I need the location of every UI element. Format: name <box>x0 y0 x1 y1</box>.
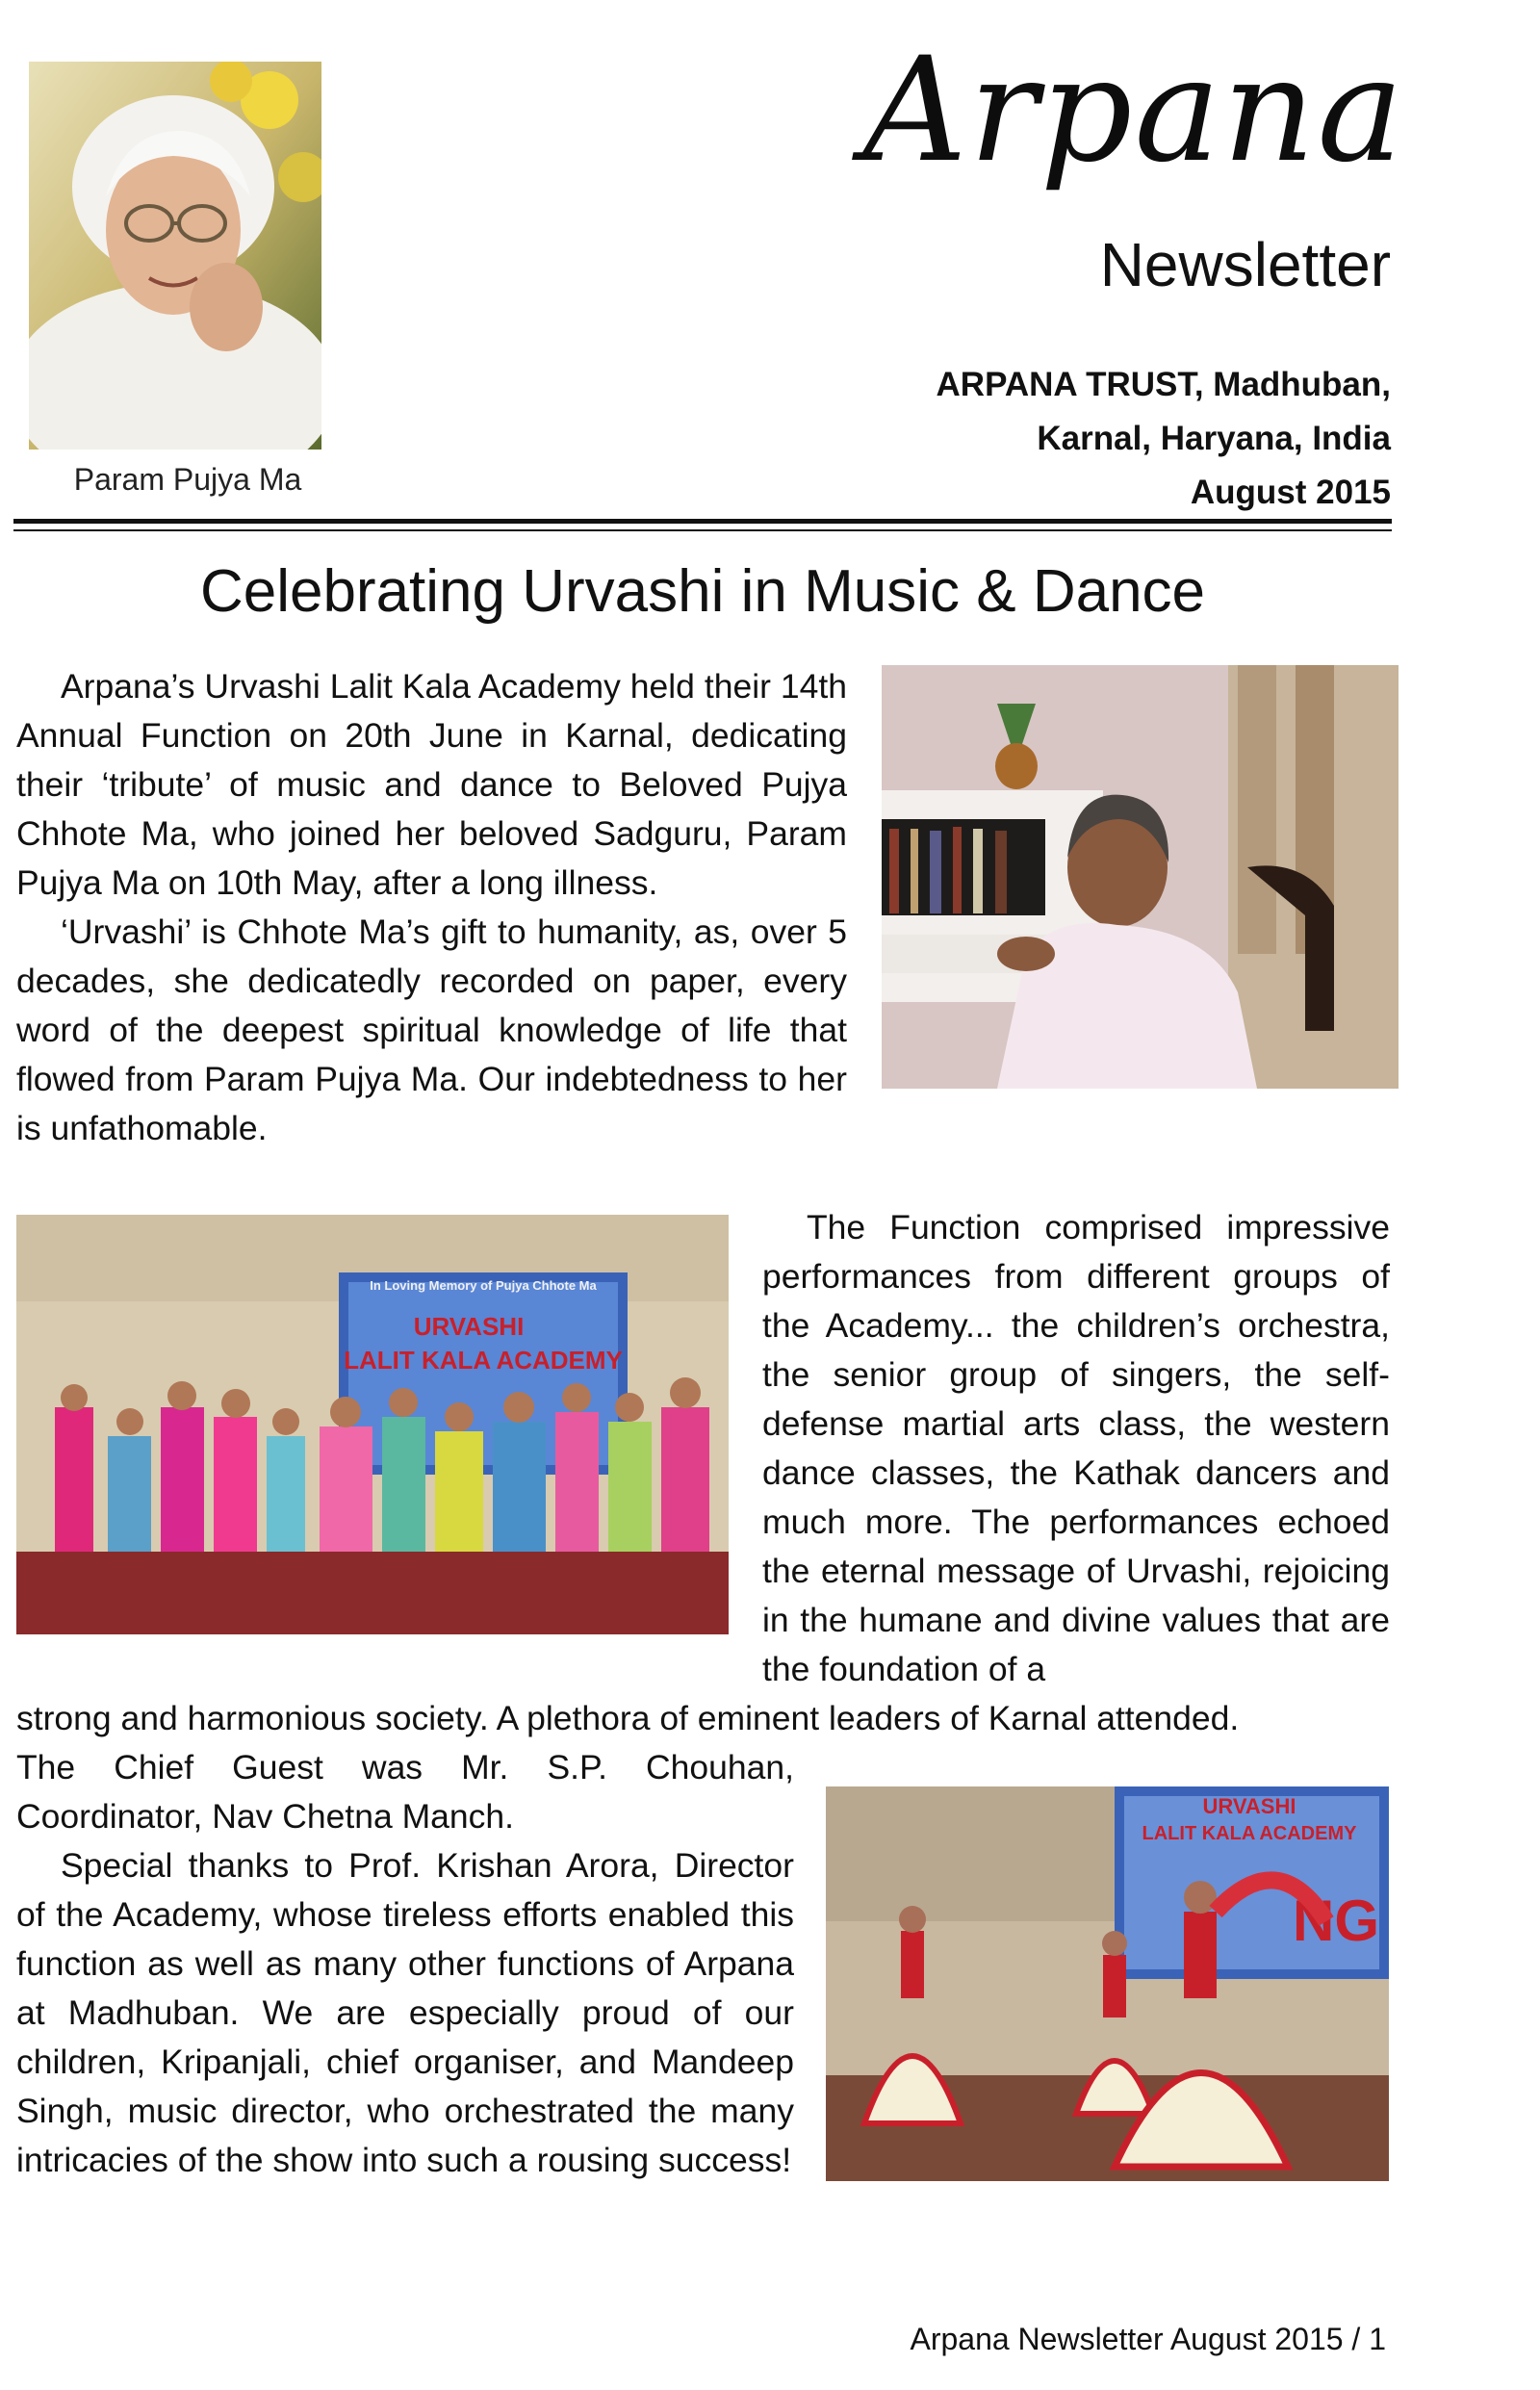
banner-urvashi-text: URVASHI <box>413 1312 525 1341</box>
header-divider <box>13 519 1392 524</box>
banner-urvashi-text-2: URVASHI <box>1202 1794 1296 1818</box>
photo-kathak-dancers <box>826 1786 1389 2181</box>
photo-caption: Param Pujya Ma <box>73 462 302 497</box>
photo-chhote-ma <box>882 665 1399 1089</box>
publisher-line-1: ARPANA TRUST, Madhuban, <box>936 366 1391 403</box>
paragraph-chief-guest: The Chief Guest was Mr. S.P. Chouhan, Coordinator, Nav Chetna Manch. <box>16 1748 794 1836</box>
header-divider-thin <box>13 529 1392 531</box>
article-column-intro <box>16 662 847 1153</box>
page-footer: Arpana Newsletter August 2015 / 1 <box>910 2322 1386 2356</box>
newsletter-title: Arpana <box>862 27 1405 194</box>
article-column-function <box>762 1203 1390 1694</box>
paragraph-intro: Arpana’s Urvashi Lalit Kala Academy held their 14th Annual Function on 20th June in Karnal, dedicating their ‘tribute’ of music and dance to Beloved Pujya Chhote Ma, who joined her beloved Sadguru, Param Pujya Ma on 10th May, after a long illness. <box>16 667 847 902</box>
paragraph-thanks: Special thanks to Prof. Krishan Arora, Director of the Academy, whose tireless efforts enabled this function as well as many other functions of Arpana at Madhuban. We are especially proud of our children, Kripanjali, chief organiser, and Mandeep Singh, music director, who orchestrated the many intricacies of the show into such a rousing success! <box>16 1846 794 2179</box>
paragraph-function-continued: strong and harmonious society. A plethora of eminent leaders of Karnal attended. <box>16 1699 1240 1737</box>
banner-academy-text-2: LALIT KALA ACADEMY <box>1142 1823 1357 1844</box>
article-headline: Celebrating Urvashi in Music & Dance <box>199 558 1206 625</box>
paragraph-function: The Function comprised impressive performances from different groups of the Academy... the children’s orchestra, the senior group of singers, the self-defense martial arts class, the western dance classes, the Kathak dancers and much more. The performances echoed the eternal message of Urvashi, rejoicing in the humane and divine values that are the foundation of a <box>762 1208 1390 1688</box>
banner-academy-text: LALIT KALA ACADEMY <box>344 1346 623 1375</box>
publisher-line-2: Karnal, Haryana, India <box>1037 420 1391 457</box>
issue-date: August 2015 <box>1190 474 1391 511</box>
banner-memory-text: In Loving Memory of Pujya Chhote Ma <box>370 1278 597 1293</box>
banner-stage-letters: NG <box>1293 1889 1379 1953</box>
article-column-thanks <box>16 1743 794 2185</box>
publisher-block <box>751 358 1391 520</box>
newsletter-subtitle: Newsletter <box>1099 230 1391 299</box>
paragraph-gift: ‘Urvashi’ is Chhote Ma’s gift to humanity, as, over 5 decades, she dedicatedly recorded on paper, every word of the deepest spiritual knowledge of life that flowed from Param Pujya Ma. Our indebtedness to her is unfathomable. <box>16 912 847 1147</box>
photo-param-pujya-ma <box>29 62 321 450</box>
photo-children-performance <box>16 1215 729 1634</box>
